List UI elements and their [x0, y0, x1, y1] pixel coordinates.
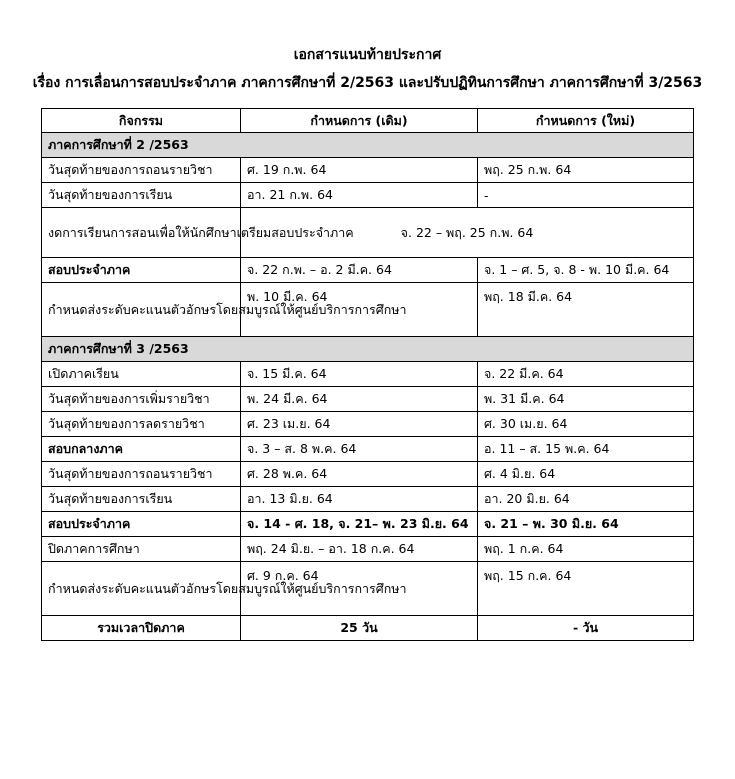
activity-cell: วันสุดท้ายของการลดรายวิชา [42, 412, 241, 437]
old-date-cell: พ. 24 มี.ค. 64 [241, 387, 478, 412]
section-label: ภาคการศึกษาที่ 3 /2563 [42, 337, 694, 362]
table-row [42, 512, 694, 537]
document-title: เอกสารแนบท้ายประกาศ [293, 47, 442, 63]
column-header-activity: กิจกรรม [42, 109, 241, 133]
new-date-cell: พฤ. 1 ก.ค. 64 [478, 537, 694, 562]
activity-cell: สอบกลางภาค [42, 437, 241, 462]
table-row [42, 537, 694, 562]
activity-cell: สอบประจำภาค [42, 512, 241, 537]
old-date-cell: จ. 22 ก.พ. – อ. 2 มี.ค. 64 [241, 258, 478, 283]
activity-cell: สอบประจำภาค [42, 258, 241, 283]
old-date-cell: พฤ. 24 มิ.ย. – อา. 18 ก.ค. 64 [241, 537, 478, 562]
new-date-cell: จ. 1 – ศ. 5, จ. 8 - พ. 10 มี.ค. 64 [478, 258, 694, 283]
new-date-cell: พฤ. 18 มี.ค. 64 [478, 283, 694, 337]
table-row [42, 208, 694, 258]
old-date-cell: จ. 3 – ส. 8 พ.ค. 64 [241, 437, 478, 462]
section-row-term-2 [42, 133, 694, 158]
activity-cell: กำหนดส่งระดับคะแนนตัวอักษรโดยสมบูรณ์ให้ศูนย์บริการการศึกษา [42, 562, 241, 616]
new-date-cell: พฤ. 25 ก.พ. 64 [478, 158, 694, 183]
table-row [42, 258, 694, 283]
old-date-cell: พ. 10 มี.ค. 64 [241, 283, 478, 337]
merged-date-cell: จ. 22 – พฤ. 25 ก.พ. 64 [241, 208, 694, 258]
new-date-cell: จ. 22 มี.ค. 64 [478, 362, 694, 387]
old-date-cell: ศ. 9 ก.ค. 64 [241, 562, 478, 616]
table-row [42, 283, 694, 337]
old-date-cell: ศ. 28 พ.ค. 64 [241, 462, 478, 487]
old-date-cell: อา. 21 ก.พ. 64 [241, 183, 478, 208]
old-date-cell: จ. 14 - ศ. 18, จ. 21– พ. 23 มิ.ย. 64 [241, 512, 478, 537]
table-header-row [42, 109, 694, 133]
section-row-term-3 [42, 337, 694, 362]
activity-cell: วันสุดท้ายของการเพิ่มรายวิชา [42, 387, 241, 412]
old-date-cell: อา. 13 มิ.ย. 64 [241, 487, 478, 512]
activity-cell: วันสุดท้ายของการถอนรายวิชา [42, 462, 241, 487]
new-date-cell: อา. 20 มิ.ย. 64 [478, 487, 694, 512]
column-header-new-schedule: กำหนดการ (ใหม่) [478, 109, 694, 133]
column-header-old-schedule: กำหนดการ (เดิม) [241, 109, 478, 133]
schedule-table [41, 108, 694, 641]
table-row [42, 462, 694, 487]
new-date-cell: อ. 11 – ส. 15 พ.ค. 64 [478, 437, 694, 462]
activity-cell: วันสุดท้ายของการถอนรายวิชา [42, 158, 241, 183]
table-row [42, 437, 694, 462]
new-date-cell: - [478, 183, 694, 208]
new-date-cell: พฤ. 15 ก.ค. 64 [478, 562, 694, 616]
activity-cell: ปิดภาคการศึกษา [42, 537, 241, 562]
activity-cell: วันสุดท้ายของการเรียน [42, 487, 241, 512]
new-date-cell: จ. 21 – พ. 30 มิ.ย. 64 [478, 512, 694, 537]
total-new-value: - วัน [478, 616, 694, 641]
table-row [42, 412, 694, 437]
table-row [42, 487, 694, 512]
new-date-cell: ศ. 30 เม.ย. 64 [478, 412, 694, 437]
activity-cell: วันสุดท้ายของการเรียน [42, 183, 241, 208]
activity-cell: เปิดภาคเรียน [42, 362, 241, 387]
table-row [42, 183, 694, 208]
section-label: ภาคการศึกษาที่ 2 /2563 [42, 133, 694, 158]
activity-cell: กำหนดส่งระดับคะแนนตัวอักษรโดยสมบูรณ์ให้ศูนย์บริการการศึกษา [42, 283, 241, 337]
old-date-cell: ศ. 23 เม.ย. 64 [241, 412, 478, 437]
table-row [42, 387, 694, 412]
old-date-cell: จ. 15 มี.ค. 64 [241, 362, 478, 387]
total-old-value: 25 วัน [241, 616, 478, 641]
table-row [42, 362, 694, 387]
table-row [42, 158, 694, 183]
table-row [42, 562, 694, 616]
new-date-cell: พ. 31 มี.ค. 64 [478, 387, 694, 412]
old-date-cell: ศ. 19 ก.พ. 64 [241, 158, 478, 183]
new-date-cell: ศ. 4 มิ.ย. 64 [478, 462, 694, 487]
document-subtitle: เรื่อง การเลื่อนการสอบประจำภาค ภาคการศึกษาที่ 2/2563 และปรับปฏิทินการศึกษา ภาคการศึกษาที่ 3/2563 [32, 75, 703, 91]
activity-cell: งดการเรียนการสอนเพื่อให้นักศึกษาเตรียมสอบประจำภาค [42, 208, 241, 258]
total-row [42, 616, 694, 641]
total-label: รวมเวลาปิดภาค [42, 616, 241, 641]
